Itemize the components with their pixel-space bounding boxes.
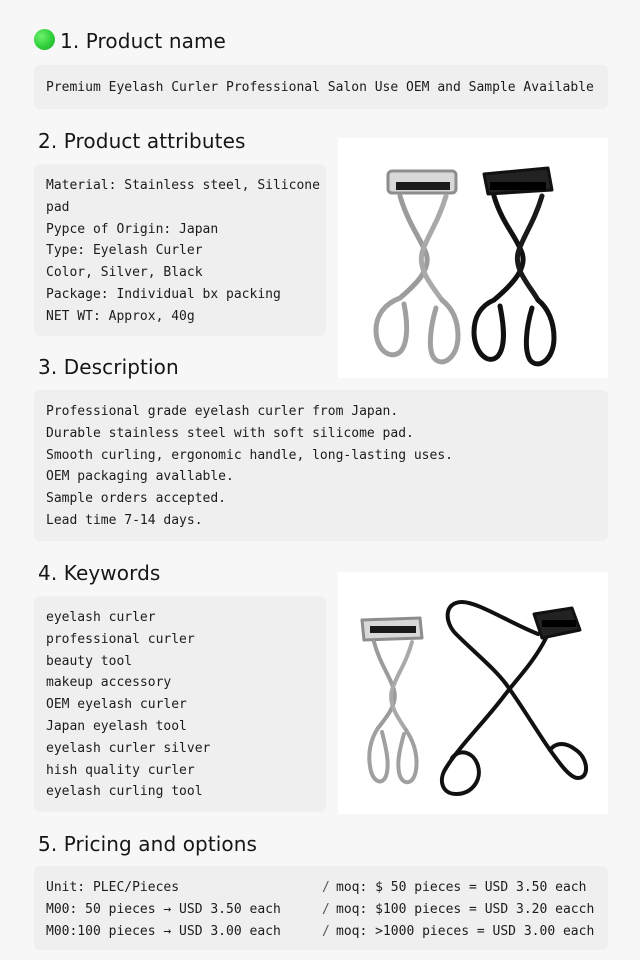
keyword-item: eyelash curler: [46, 610, 156, 625]
attribute-line: Package: Individual bx packing: [46, 286, 281, 302]
pricing-left: M00:100 pieces → USD 3.00 each: [46, 924, 281, 939]
black-curler-icon: [442, 602, 586, 794]
keyword-item: hish quality curler: [46, 762, 195, 778]
pricing-separator: /: [322, 880, 330, 895]
keyword-item: beauty tool: [46, 653, 133, 669]
pricing-right: moq: $100 pieces = USD 3.20 eacch: [336, 902, 595, 917]
pricing-left: M00: 50 pieces → USD 3.50 each: [46, 902, 281, 917]
keyword-item: makeup accessory: [46, 675, 172, 691]
keyword-item: eyelash curling tool: [46, 784, 203, 800]
keyword-item: OEM eyelash curler: [46, 697, 187, 713]
product-name-value: Premium Eyelash Curler Professional Salon Use OEM and Sample Available: [46, 80, 594, 95]
product-attributes-heading: 2. Product attributes: [38, 129, 246, 153]
green-status-dot-icon: [34, 29, 55, 50]
attribute-line: Material: Stainless steel, Silicone: [46, 178, 320, 193]
black-curler-icon: [474, 168, 554, 364]
pricing-heading: 5. Pricing and options: [38, 832, 258, 856]
pricing-right: moq: $ 50 pieces = USD 3.50 each: [336, 880, 587, 895]
description-box: [34, 390, 608, 541]
pricing-right: moq: >1000 pieces = USD 3.00 each: [336, 924, 595, 939]
description-line: Smooth curling, ergonomic handle, long-lasting uses.: [46, 447, 453, 463]
description-line: Sample orders accepted.: [46, 491, 227, 507]
description-heading: 3. Description: [38, 355, 179, 379]
pricing-row: [46, 877, 591, 899]
attribute-line: pad: [46, 199, 70, 215]
pricing-row: [46, 921, 595, 943]
pricing-separator: /: [322, 924, 330, 939]
product-photo-curlers-crossed: [338, 572, 608, 814]
keyword-item: professional curler: [46, 631, 195, 647]
attribute-line: Pypce of Origin: Japan: [46, 221, 219, 237]
pricing-row: [46, 899, 595, 921]
product-photo-curlers-upright: [338, 138, 608, 378]
description-line: Lead time 7-14 days.: [46, 512, 203, 528]
description-line: Durable stainless steel with soft silicome pad.: [46, 425, 414, 441]
keywords-box: [34, 596, 326, 812]
keyword-item: eyelash curler silver: [46, 740, 211, 756]
product-name-heading: 1. Product name: [60, 29, 226, 53]
product-name-box: [34, 65, 608, 109]
silver-curler-icon: [376, 171, 458, 362]
silver-curler-icon: [362, 618, 422, 782]
keywords-heading: 4. Keywords: [38, 561, 161, 585]
attribute-line: Type: Eyelash Curler: [46, 243, 203, 259]
attribute-line: NET WT: Approx, 40g: [46, 308, 195, 324]
eyelash-curler-pair-illustration-2: [338, 572, 608, 814]
description-line: OEM packaging avallable.: [46, 469, 234, 485]
attribute-line: Color, Silver, Black: [46, 265, 203, 281]
pricing-box: [34, 866, 608, 950]
pricing-left: Unit: PLEC/Pieces: [46, 880, 180, 895]
eyelash-curler-pair-illustration: [338, 138, 608, 378]
keyword-item: Japan eyelash tool: [46, 718, 187, 734]
description-line: Professional grade eyelash curler from Japan.: [46, 404, 399, 419]
product-attributes-box: [34, 164, 326, 336]
pricing-separator: /: [322, 902, 330, 917]
